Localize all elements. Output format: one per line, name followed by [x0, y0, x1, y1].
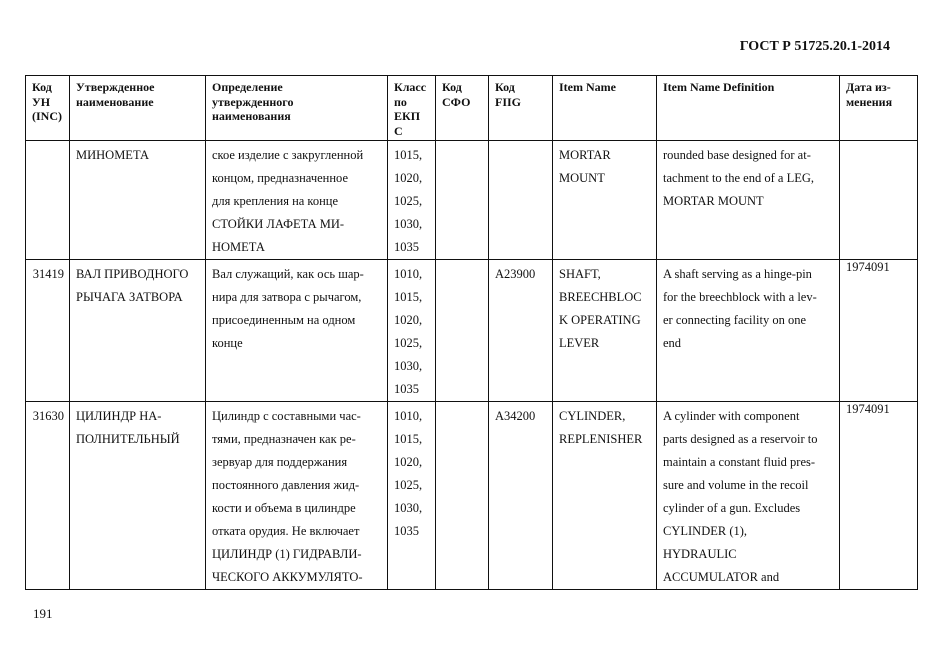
cell-line: РЫЧАГА ЗАТВОРА — [76, 290, 183, 304]
cell-line: нира для затвора с рычагом, — [212, 290, 362, 304]
item-definition-cell — [657, 260, 840, 402]
change-date-cell: 1974091 — [840, 402, 918, 590]
table-row — [26, 402, 918, 590]
cell-line: sure and volume in the recoil — [663, 478, 809, 492]
cell-line: ЦИЛИНДР НА- — [76, 409, 162, 423]
cell-line: отката орудия. Не включает — [212, 524, 360, 538]
cell-line: 1035 — [394, 240, 419, 254]
cell-line: A shaft serving as a hinge-pin — [663, 267, 812, 281]
approved-name-cell — [70, 141, 206, 260]
cell-line: ЦИЛИНДР (1) ГИДРАВЛИ- — [212, 547, 362, 561]
cell-line: MORTAR — [559, 148, 611, 162]
col-header-item-name — [553, 76, 657, 141]
catalog-table — [25, 75, 918, 590]
page-number: 191 — [33, 606, 53, 621]
approved-name-cell — [70, 260, 206, 402]
cell-line: ПОЛНИТЕЛЬНЫЙ — [76, 432, 180, 446]
fiig-code-cell — [489, 141, 553, 260]
cell-line: 1030, — [394, 359, 423, 373]
header-line: С — [394, 123, 403, 138]
header-line: Определение — [212, 80, 283, 94]
col-header-fiig — [489, 76, 553, 141]
fiig-code-cell: A34200 — [489, 402, 553, 590]
item-name-cell — [553, 141, 657, 260]
sfo-code-cell — [436, 260, 489, 402]
cell-line: BREECHBLOC — [559, 290, 642, 304]
cell-line: maintain a constant fluid pres- — [663, 455, 816, 469]
cell-line: 1030, — [394, 501, 423, 515]
cell-line: 1020, — [394, 313, 423, 327]
cell-line: 1015, — [394, 148, 423, 162]
cell-line: cylinder of a gun. Excludes — [663, 501, 801, 515]
header-line: Код — [442, 80, 462, 94]
table-header-row — [26, 76, 918, 141]
definition-cell — [206, 141, 388, 260]
cell-line: Цилиндр с составными час- — [212, 409, 361, 423]
cell-line: REPLENISHER — [559, 432, 643, 446]
item-name-cell — [553, 402, 657, 590]
col-header-class — [388, 76, 436, 141]
cell-line: 1010, — [394, 267, 423, 281]
cell-line: 1010, — [394, 409, 423, 423]
sfo-code-cell — [436, 402, 489, 590]
cell-line: 1025, — [394, 336, 423, 350]
change-date-cell — [840, 141, 918, 260]
table-row — [26, 260, 918, 402]
cell-line: для крепления на конце — [212, 194, 339, 208]
header-line: СФО — [442, 94, 471, 109]
header-line: Item Name — [559, 80, 616, 94]
cell-line: постоянного давления жид- — [212, 478, 360, 492]
cell-line: rounded base designed for at- — [663, 148, 811, 162]
header-line: УН — [32, 94, 51, 109]
cell-line: НОМЕТА — [212, 240, 265, 254]
cell-line: 1025, — [394, 478, 423, 492]
header-line: FIIG — [495, 94, 522, 109]
cell-line: ЧЕСКОГО АККУМУЛЯТО- — [212, 570, 363, 584]
cell-line: 1035 — [394, 382, 419, 396]
fiig-code-cell: A23900 — [489, 260, 553, 402]
col-header-approved-name — [70, 76, 206, 141]
header-line: Код — [495, 80, 515, 94]
cell-line: Вал служащий, как ось шар- — [212, 267, 364, 281]
cell-line: CYLINDER (1), — [663, 524, 748, 538]
header-line: наименования — [212, 109, 291, 123]
cell-line: LEVER — [559, 336, 600, 350]
cell-line: зервуар для поддержания — [212, 455, 348, 469]
header-line: Утвержденное — [76, 80, 155, 94]
cell-line: ВАЛ ПРИВОДНОГО — [76, 267, 189, 281]
cell-line: er connecting facility on one — [663, 313, 806, 327]
col-header-item-definition — [657, 76, 840, 141]
cell-line: A cylinder with component — [663, 409, 800, 423]
cell-line: 1020, — [394, 455, 423, 469]
cell-line: 1020, — [394, 171, 423, 185]
cell-line: MOUNT — [559, 171, 605, 185]
header-line: ЕКП — [394, 109, 421, 123]
cell-line: 1025, — [394, 194, 423, 208]
class-cell — [388, 260, 436, 402]
cell-line: концом, предназначенное — [212, 171, 348, 185]
item-definition-cell — [657, 402, 840, 590]
change-date-cell: 1974091 — [840, 260, 918, 402]
header-line: менения — [846, 94, 893, 109]
class-cell — [388, 402, 436, 590]
cell-line: end — [663, 336, 682, 350]
cell-line: HYDRAULIC — [663, 547, 737, 561]
class-cell — [388, 141, 436, 260]
cell-line: МИНОМЕТА — [76, 148, 149, 162]
cell-line: тями, предназначен как ре- — [212, 432, 356, 446]
sfo-code-cell — [436, 141, 489, 260]
cell-line: tachment to the end of a LEG, — [663, 171, 814, 185]
cell-line: 1015, — [394, 432, 423, 446]
col-header-change-date — [840, 76, 918, 141]
header-line: Код — [32, 80, 52, 94]
cell-line: ACCUMULATOR and — [663, 570, 780, 584]
cell-line: MORTAR MOUNT — [663, 194, 764, 208]
header-line: (INC) — [32, 109, 62, 123]
inc-code-cell: 31630 — [26, 402, 70, 590]
definition-cell — [206, 260, 388, 402]
cell-line: for the breechblock with a lev- — [663, 290, 817, 304]
cell-line: parts designed as a reservoir to — [663, 432, 818, 446]
cell-line: конце — [212, 336, 243, 350]
cell-line: кости и объема в цилиндре — [212, 501, 356, 515]
document-standard-header: ГОСТ Р 51725.20.1-2014 — [739, 39, 890, 54]
header-line: Класс — [394, 80, 427, 94]
cell-line: 1015, — [394, 290, 423, 304]
header-line: наименование — [76, 94, 154, 109]
approved-name-cell — [70, 402, 206, 590]
item-definition-cell — [657, 141, 840, 260]
col-header-sfo — [436, 76, 489, 141]
table-row — [26, 141, 918, 260]
inc-code-cell — [26, 141, 70, 260]
cell-line: СТОЙКИ ЛАФЕТА МИ- — [212, 217, 345, 231]
header-line: утвержденного — [212, 94, 294, 109]
cell-line: присоединенным на одном — [212, 313, 356, 327]
definition-cell — [206, 402, 388, 590]
item-name-cell — [553, 260, 657, 402]
header-line: по — [394, 94, 407, 109]
col-header-definition — [206, 76, 388, 141]
inc-code-cell: 31419 — [26, 260, 70, 402]
cell-line: K OPERATING — [559, 313, 641, 327]
header-line: Дата из- — [846, 80, 891, 94]
cell-line: 1030, — [394, 217, 423, 231]
cell-line: ское изделие с закругленной — [212, 148, 364, 162]
cell-line: CYLINDER, — [559, 409, 626, 423]
cell-line: 1035 — [394, 524, 419, 538]
col-header-inc — [26, 76, 70, 141]
table-body — [26, 141, 918, 590]
cell-line: SHAFT, — [559, 267, 601, 281]
header-line: Item Name Definition — [663, 80, 775, 94]
